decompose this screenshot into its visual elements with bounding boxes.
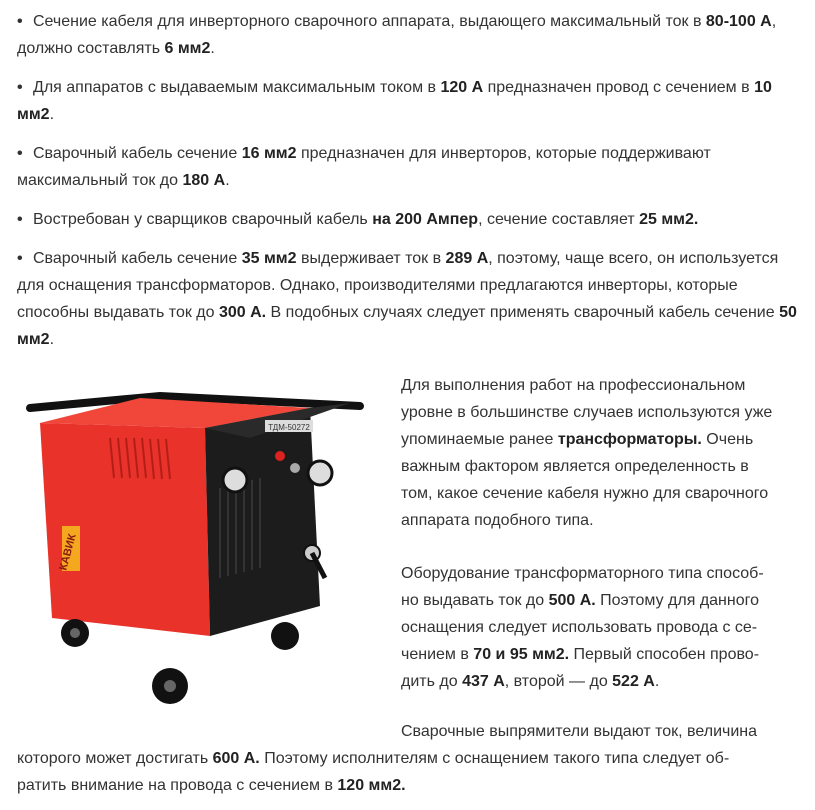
text-line [401, 507, 801, 534]
text-run: Сварочный кабель сечение [33, 250, 242, 267]
text-run: . [49, 331, 55, 348]
text-line [401, 453, 801, 480]
text-line [17, 772, 807, 799]
text-run: аппарата подобного типа. [401, 512, 594, 529]
text-line [401, 372, 801, 399]
text-run: уровне в большинстве случаев используются уже [401, 404, 773, 421]
text-line [401, 560, 801, 587]
bullet-dot: • [17, 145, 23, 162]
text-line [401, 399, 801, 426]
text-run: , должно составлять [17, 13, 777, 57]
text-line [17, 745, 807, 772]
bold-value: 80-100 А [705, 13, 772, 30]
bold-value: трансформаторы. [557, 431, 702, 448]
bold-value: 289 А [445, 250, 489, 267]
transformer-paragraph [401, 372, 801, 534]
bold-value: 10 мм2 [17, 79, 772, 123]
bullet-item [17, 140, 807, 194]
text-run: но выдавать ток до [401, 592, 549, 609]
bold-value: 16 мм2 [241, 145, 297, 162]
text-run: , поэтому, чаще всего, он используется для оснащения трансформаторов. Однако, производителями предлагаются инверторы, которые способны выдавать ток до [17, 250, 779, 321]
text-run: предназначен для инверторов, которые поддерживают максимальный ток до [17, 145, 711, 189]
model-label: ТДМ-50272 [268, 423, 310, 432]
text-run: Оборудование трансформаторного типа способ- [401, 565, 764, 582]
text-run: оснащения следует использовать провода с се- [401, 619, 758, 636]
text-line [401, 668, 801, 695]
bold-value: 25 мм2. [639, 211, 699, 228]
brand-logo: КАВИК [57, 532, 79, 572]
text-run: том, какое сечение кабеля нужно для сварочного [401, 485, 769, 502]
text-run: ратить внимание на провода с сечением в [17, 777, 338, 794]
bullet-dot: • [17, 250, 23, 267]
text-run: . [49, 106, 55, 123]
bold-value: 50 мм2 [17, 304, 797, 348]
bold-value: 600 А. [212, 750, 260, 767]
bold-value: 437 А [462, 673, 505, 690]
text-run: . [210, 40, 215, 57]
text-run: , сечение составляет [478, 211, 640, 228]
text-run: чением в [401, 646, 474, 663]
text-line [401, 641, 801, 668]
bullet-dot: • [17, 79, 23, 96]
bold-value: 500 А. [548, 592, 596, 609]
rectifier-paragraph [17, 718, 807, 799]
text-run: предназначен провод с сечением в [483, 79, 755, 96]
welding-machine-illustration [20, 368, 370, 738]
text-run: Для выполнения работ на профессиональном [401, 377, 746, 394]
bullet-list [17, 8, 807, 365]
text-run: Сварочный кабель сечение [33, 145, 242, 162]
text-run: В подобных случаях следует применять сварочный кабель сечение [266, 304, 780, 321]
text-run: Сечение кабеля для инверторного сварочного аппарата, выдающего максимальный ток в [33, 13, 706, 30]
text-line [17, 718, 807, 745]
bold-value: 70 и 95 мм2. [473, 646, 570, 663]
bold-value: 120 А [440, 79, 484, 96]
bold-value: 522 А [612, 673, 655, 690]
text-run: . [225, 172, 230, 189]
text-run: которого может достигать [17, 750, 213, 767]
text-line [401, 426, 801, 453]
bold-value: на 200 Ампер [372, 211, 479, 228]
bullet-dot: • [17, 211, 23, 228]
bullet-item [17, 245, 807, 353]
text-run: выдерживает ток в [296, 250, 446, 267]
text-run: упоминаемые ранее [401, 431, 558, 448]
text-run: Очень [701, 431, 754, 448]
bullet-item [17, 74, 807, 128]
text-run: важным фактором является определенность в [401, 458, 749, 475]
text-line [401, 480, 801, 507]
text-run: Для аппаратов с выдаваемым максимальным током в [33, 79, 441, 96]
bullet-item [17, 8, 807, 62]
text-line [401, 614, 801, 641]
welding-machine-image [20, 368, 370, 738]
text-run: . [654, 673, 660, 690]
bold-value: 120 мм2. [337, 777, 406, 794]
bullet-dot: • [17, 13, 23, 30]
bold-value: 180 А [182, 172, 226, 189]
text-run: Поэтому исполнителям с оснащением такого типа следует об- [259, 750, 730, 767]
text-line [401, 587, 801, 614]
bold-value: 6 мм2 [164, 40, 211, 57]
bullet-item [17, 206, 807, 233]
text-run: Первый способен прово- [569, 646, 760, 663]
bold-value: 35 мм2 [241, 250, 297, 267]
text-run: Поэтому для данного [595, 592, 759, 609]
bold-value: 300 А. [218, 304, 267, 321]
text-run: дить до [401, 673, 463, 690]
transformer-current-paragraph [401, 560, 801, 695]
text-run: Сварочные выпрямители выдают ток, величина [401, 723, 758, 740]
text-run: Востребован у сварщиков сварочный кабель [33, 211, 373, 228]
text-run: , второй — до [504, 673, 613, 690]
